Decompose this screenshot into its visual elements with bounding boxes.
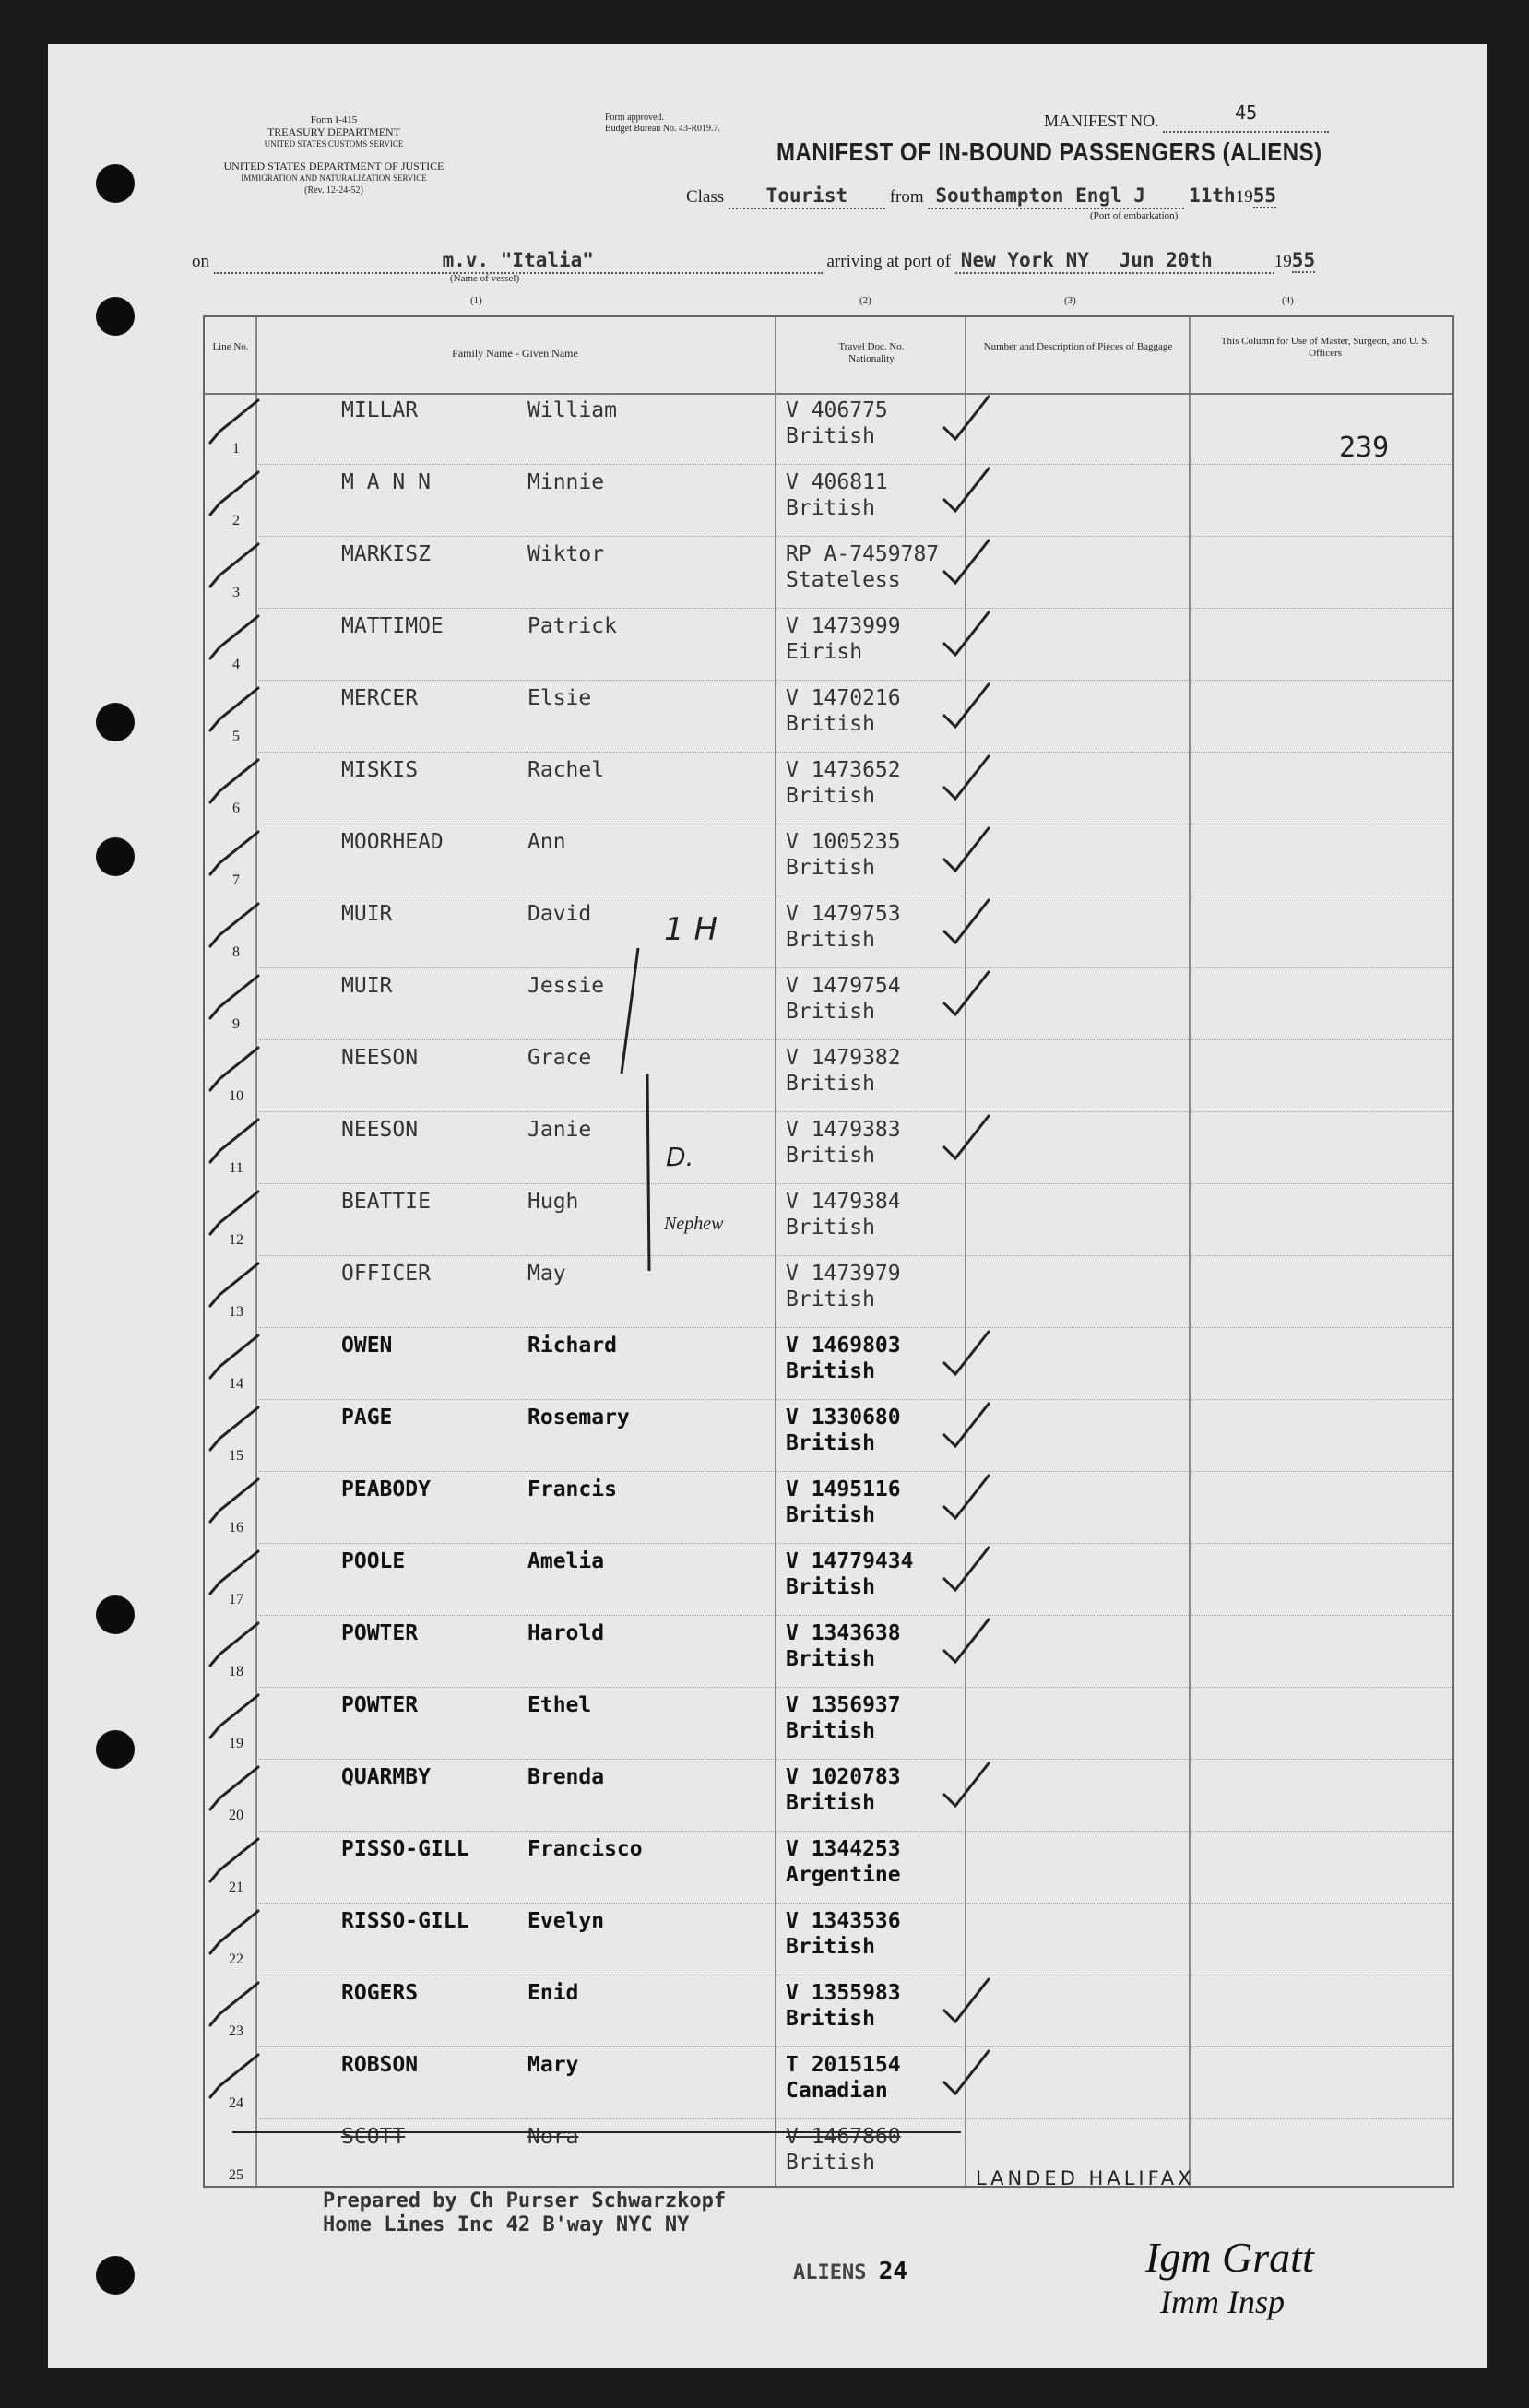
col-header-baggage: Number and Description of Pieces of Baggage [983, 341, 1173, 352]
travel-doc-number: V 1343638 [786, 1621, 901, 1645]
line-check-mark [210, 1263, 258, 1306]
travel-doc-number: V 1479382 [786, 1046, 901, 1070]
year-prefix: 19 [1235, 187, 1253, 207]
given-name: Wiktor [527, 542, 605, 566]
nationality: British [786, 1431, 875, 1455]
travel-doc-number: V 1479753 [786, 902, 901, 926]
line-number: 20 [229, 1808, 243, 1823]
signature-line-2: Imm Insp [1160, 2283, 1285, 2320]
family-name: ROBSON [341, 2053, 419, 2077]
landed-note: LANDED HALIFAX [976, 2167, 1195, 2189]
given-name: Grace [527, 1046, 592, 1070]
given-name: Nora [527, 2125, 579, 2149]
family-name: OFFICER [341, 1262, 431, 1286]
line-number: 7 [232, 872, 240, 888]
given-name: Francisco [527, 1837, 643, 1861]
embark-caption: (Port of embarkation) [1090, 210, 1179, 221]
family-name: OWEN [341, 1334, 393, 1358]
class-label: Class [686, 187, 725, 207]
given-name: Amelia [527, 1549, 605, 1573]
line-check-mark [210, 1551, 258, 1594]
travel-doc-number: V 1344253 [786, 1837, 901, 1861]
travel-doc-number: V 1473999 [786, 614, 901, 638]
officer-number: 239 [1339, 432, 1390, 464]
given-name: David [527, 902, 592, 926]
doc-check-mark [944, 972, 989, 1014]
line-number: 24 [229, 2095, 243, 2111]
col-header-line: Line No. [212, 341, 249, 352]
family-name: MILLAR [341, 398, 419, 422]
family-name: POWTER [341, 1621, 419, 1645]
line-check-mark [210, 544, 258, 587]
line-check-mark [210, 760, 258, 802]
family-name: POWTER [341, 1693, 419, 1717]
nationality: Argentine [786, 1863, 901, 1887]
given-name: Richard [527, 1334, 617, 1358]
nationality: British [786, 1647, 875, 1671]
line-check-mark [210, 1192, 258, 1234]
travel-doc-number: V 1495116 [786, 1477, 901, 1501]
given-name: Francis [527, 1477, 617, 1501]
nationality: British [786, 2151, 875, 2175]
doc-check-mark [944, 540, 989, 583]
col-number-1: (1) [470, 295, 482, 306]
arrival-port: New York NY [960, 249, 1089, 271]
muir-annotation: 1 H [664, 911, 718, 948]
nationality: British [786, 1503, 875, 1527]
line-check-mark [210, 1983, 258, 2025]
travel-doc-number: V 1479384 [786, 1190, 901, 1214]
nationality: British [786, 1791, 875, 1815]
line-number: 8 [232, 944, 240, 960]
line-check-mark [210, 904, 258, 946]
punch-hole [96, 297, 135, 336]
line-number: 23 [229, 2023, 243, 2039]
line-number: 19 [229, 1736, 243, 1751]
line-check-mark [210, 1839, 258, 1881]
nationality: British [786, 1719, 875, 1743]
travel-doc-number: V 406811 [786, 470, 888, 494]
family-name: PAGE [341, 1406, 393, 1429]
nationality: British [786, 1000, 875, 1024]
line-check-mark [210, 472, 258, 515]
col-number-4: (4) [1282, 295, 1294, 306]
doc-check-mark [944, 469, 989, 511]
punch-hole [96, 164, 135, 203]
given-name: Hugh [527, 1190, 579, 1214]
customs-service: UNITED STATES CUSTOMS SERVICE [264, 139, 404, 148]
col-header-travel-doc: Travel Doc. No. Nationality [838, 341, 905, 364]
nationality: British [786, 1575, 875, 1599]
doc-check-mark [944, 756, 989, 799]
doc-check-mark [944, 1979, 989, 2022]
line-number: 13 [229, 1304, 243, 1320]
family-name: QUARMBY [341, 1765, 431, 1789]
doc-check-mark [944, 1404, 989, 1446]
budget-line: Budget Bureau No. 43-R019.7. [605, 124, 720, 134]
family-name: MUIR [341, 902, 393, 926]
on-label: on [192, 252, 209, 271]
travel-doc-number: V 1473652 [786, 758, 901, 782]
line-number: 14 [229, 1376, 243, 1392]
family-name: RISSO-GILL [341, 1909, 469, 1933]
given-name: Janie [527, 1118, 592, 1142]
family-name: POOLE [341, 1549, 406, 1573]
class-value: Tourist [765, 184, 848, 207]
ins-line: IMMIGRATION AND NATURALIZATION SERVICE [241, 173, 427, 183]
arriving-label: arriving at port of [826, 252, 952, 271]
aliens-label: ALIENS [793, 2261, 867, 2284]
vessel-value: m.v. "Italia" [442, 249, 594, 271]
prepared-line-2: Home Lines Inc 42 B'way NYC NY [323, 2213, 690, 2236]
line-check-mark [210, 400, 258, 443]
travel-doc-number: V 1005235 [786, 830, 901, 854]
family-name: M A N N [341, 470, 431, 494]
doc-check-mark [944, 1619, 989, 1662]
given-name: May [527, 1262, 566, 1286]
travel-doc-number: RP A-7459787 [786, 542, 940, 566]
line-check-mark [210, 1911, 258, 1953]
manifest-no-label: MANIFEST NO. [1044, 112, 1159, 130]
line-number: 4 [232, 657, 240, 672]
given-name: Elsie [527, 686, 592, 710]
line-number: 16 [229, 1520, 243, 1536]
punch-hole [96, 703, 135, 741]
line-number: 10 [229, 1088, 243, 1104]
ink-marks [48, 44, 1487, 2368]
line-number: 25 [229, 2167, 243, 2183]
col-number-2: (2) [859, 295, 871, 306]
given-name: Harold [527, 1621, 605, 1645]
travel-doc-number: V 1467860 [786, 2125, 901, 2149]
col-number-3: (3) [1064, 295, 1076, 306]
family-name: PISSO-GILL [341, 1837, 469, 1861]
given-name: Ann [527, 830, 566, 854]
bracket-mark [647, 1074, 649, 1271]
line-number: 12 [229, 1232, 243, 1248]
col-header-name: Family Name - Given Name [452, 347, 578, 360]
family-name: SCOTT [341, 2125, 406, 2149]
arrival-year: 55 [1291, 249, 1316, 271]
travel-doc-number: V 1470216 [786, 686, 901, 710]
line-check-mark [210, 1623, 258, 1666]
arrival-date: Jun 20th [1119, 249, 1213, 271]
travel-doc-number: V 1343536 [786, 1909, 901, 1933]
given-name: Ethel [527, 1693, 592, 1717]
nationality: Eirish [786, 640, 863, 664]
manifest-title: MANIFEST OF IN-BOUND PASSENGERS (ALIENS) [776, 137, 1322, 167]
given-name: Rosemary [527, 1406, 630, 1429]
given-name: Brenda [527, 1765, 605, 1789]
family-name: NEESON [341, 1046, 419, 1070]
line-check-mark [210, 976, 258, 1018]
line-check-mark [210, 1407, 258, 1450]
year-value: 55 [1252, 184, 1276, 207]
line-check-mark [210, 2055, 258, 2097]
travel-doc-number: V 1479383 [786, 1118, 901, 1142]
nationality: British [786, 784, 875, 808]
nationality: British [786, 1216, 875, 1240]
family-name: NEESON [341, 1118, 419, 1142]
given-name: Patrick [527, 614, 617, 638]
approval-line: Form approved. [605, 113, 664, 123]
family-name: PEABODY [341, 1477, 431, 1501]
nationality: British [786, 1935, 875, 1959]
given-name: Rachel [527, 758, 605, 782]
manifest-page [48, 44, 1487, 2368]
travel-doc-number: V 406775 [786, 398, 888, 422]
line-check-mark [210, 616, 258, 658]
nationality: British [786, 1287, 875, 1311]
travel-doc-number: V 1473979 [786, 1262, 901, 1286]
punch-hole [96, 2256, 135, 2295]
line-check-mark [210, 1479, 258, 1522]
nationality: British [786, 856, 875, 880]
punch-hole [96, 1595, 135, 1634]
travel-doc-number: V 1469803 [786, 1334, 901, 1358]
travel-doc-number: V 1330680 [786, 1406, 901, 1429]
given-name: Jessie [527, 974, 605, 998]
signature-line-1: Igm Gratt [1145, 2234, 1314, 2281]
doj-line: UNITED STATES DEPARTMENT OF JUSTICE [223, 160, 444, 172]
arrival-year-prefix: 19 [1274, 252, 1292, 271]
family-name: MOORHEAD [341, 830, 444, 854]
line-number: 11 [229, 1160, 243, 1176]
nationality: British [786, 1359, 875, 1383]
manifest-no-value: 45 [1235, 101, 1258, 124]
punch-hole [96, 837, 135, 876]
doc-check-mark [944, 1116, 989, 1158]
line-number: 2 [232, 513, 240, 528]
nationality: British [786, 928, 875, 952]
vessel-caption: (Name of vessel) [450, 273, 520, 284]
form-number: Form I-415 [310, 114, 358, 125]
line-number: 9 [232, 1016, 240, 1032]
nationality: Stateless [786, 568, 901, 592]
rev-line: (Rev. 12-24-52) [304, 185, 363, 196]
treasury-dept: TREASURY DEPARTMENT [267, 125, 401, 138]
family-name: BEATTIE [341, 1190, 431, 1214]
aliens-count: 24 [878, 2258, 908, 2285]
family-name: MISKIS [341, 758, 419, 782]
line-check-mark [210, 1120, 258, 1162]
line-number: 1 [232, 441, 240, 457]
doc-check-mark [944, 1763, 989, 1806]
given-name: Minnie [527, 470, 605, 494]
line-number: 5 [232, 729, 240, 744]
line-check-mark [210, 1695, 258, 1738]
from-date: 11th [1189, 184, 1236, 207]
nationality: Canadian [786, 2079, 888, 2103]
doc-check-mark [944, 684, 989, 727]
punch-hole [96, 1730, 135, 1769]
nationality: British [786, 712, 875, 736]
nationality: British [786, 2007, 875, 2031]
neeson-annotation: D. [666, 1142, 694, 1172]
line-number: 18 [229, 1664, 243, 1679]
line-check-mark [210, 1048, 258, 1090]
family-name: ROGERS [341, 1981, 419, 2005]
doc-check-mark [944, 828, 989, 871]
line-check-mark [210, 688, 258, 730]
line-number: 3 [232, 585, 240, 600]
line-number: 17 [229, 1592, 243, 1607]
nephew-note: Nephew [664, 1214, 724, 1234]
given-name: Mary [527, 2053, 579, 2077]
doc-check-mark [944, 1332, 989, 1374]
line-check-mark [210, 832, 258, 874]
nationality: British [786, 424, 875, 448]
family-name: MARKISZ [341, 542, 431, 566]
travel-doc-number: V 1479754 [786, 974, 901, 998]
doc-check-mark [944, 2051, 989, 2094]
nationality: British [786, 496, 875, 520]
doc-check-mark [944, 612, 989, 655]
line-check-mark [210, 1335, 258, 1378]
travel-doc-number: V 1355983 [786, 1981, 901, 2005]
travel-doc-number: V 14779434 [786, 1549, 914, 1573]
nationality: British [786, 1144, 875, 1168]
line-number: 6 [232, 801, 240, 816]
given-name: William [527, 398, 617, 422]
from-value: Southampton Engl J [935, 184, 1145, 207]
doc-check-mark [944, 397, 989, 439]
family-name: MATTIMOE [341, 614, 444, 638]
nationality: British [786, 1072, 875, 1096]
line-number: 15 [229, 1448, 243, 1464]
travel-doc-number: T 2015154 [786, 2053, 901, 2077]
given-name: Enid [527, 1981, 579, 2005]
prepared-line-1: Prepared by Ch Purser Schwarzkopf [323, 2189, 727, 2212]
line-number: 21 [229, 1880, 243, 1895]
family-name: MERCER [341, 686, 419, 710]
doc-check-mark [944, 1548, 989, 1590]
col-header-officers: This Column for Use of Master, Surgeon, and U. S. Officers [1220, 336, 1430, 359]
muir-slash [622, 948, 638, 1074]
travel-doc-number: V 1020783 [786, 1765, 901, 1789]
line-number: 22 [229, 1951, 243, 1967]
travel-doc-number: V 1356937 [786, 1693, 901, 1717]
from-label: from [889, 187, 924, 207]
doc-check-mark [944, 1476, 989, 1518]
given-name: Evelyn [527, 1909, 605, 1933]
doc-check-mark [944, 900, 989, 943]
line-check-mark [210, 1767, 258, 1809]
family-name: MUIR [341, 974, 393, 998]
